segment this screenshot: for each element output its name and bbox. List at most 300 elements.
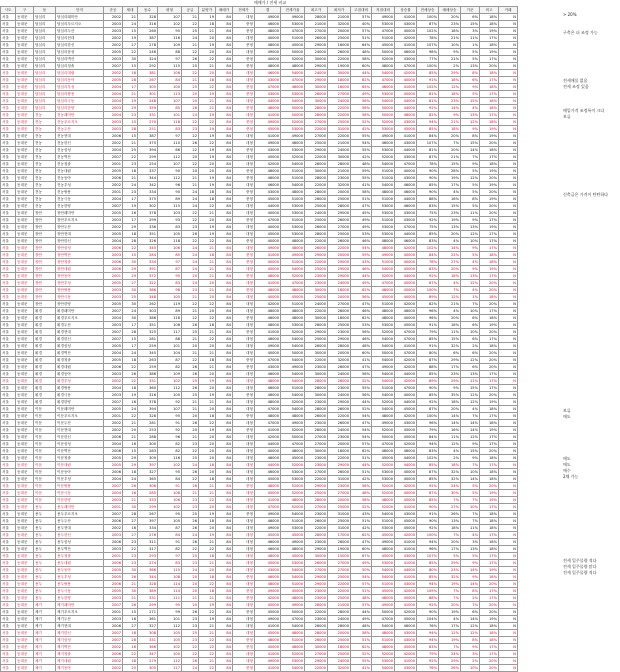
table-cell[interactable]: 대형 bbox=[233, 385, 255, 392]
table-cell[interactable]: 6% bbox=[439, 350, 461, 357]
table-cell[interactable]: 102% bbox=[417, 455, 439, 462]
table-cell[interactable]: 대형 bbox=[233, 378, 255, 385]
table-cell[interactable]: N bbox=[499, 434, 518, 441]
table-cell[interactable]: 휘경래미안 bbox=[56, 308, 104, 315]
table-cell[interactable]: 40000 bbox=[395, 77, 417, 84]
table-cell[interactable]: 전농대림 bbox=[56, 168, 104, 175]
table-cell[interactable]: 15 bbox=[123, 609, 138, 616]
table-cell[interactable]: 55% bbox=[351, 385, 372, 392]
table-cell[interactable]: 전농 bbox=[34, 126, 56, 133]
table-cell[interactable]: 316 bbox=[138, 21, 158, 28]
table-cell[interactable]: 100 bbox=[158, 651, 182, 658]
table-cell[interactable]: 108 bbox=[158, 574, 182, 581]
table-cell[interactable]: 50000 bbox=[372, 49, 395, 56]
table-cell[interactable]: 51000 bbox=[281, 259, 305, 266]
table-cell[interactable]: 동대문 bbox=[16, 483, 34, 490]
table-cell[interactable]: 47000 bbox=[395, 336, 417, 343]
column-header[interactable]: 매매가 bbox=[216, 7, 233, 14]
table-cell[interactable]: 17% bbox=[480, 553, 499, 560]
column-header[interactable]: 거래 bbox=[499, 7, 518, 14]
table-cell[interactable]: 50000 bbox=[372, 434, 395, 441]
table-cell[interactable]: 52000 bbox=[281, 483, 305, 490]
table-cell[interactable]: N bbox=[499, 469, 518, 476]
table-cell[interactable]: 47% bbox=[351, 301, 372, 308]
table-cell[interactable]: N bbox=[499, 532, 518, 539]
table-cell[interactable]: 4% bbox=[439, 308, 461, 315]
table-cell[interactable]: 102 bbox=[158, 644, 182, 651]
table-cell[interactable]: 84 bbox=[216, 70, 233, 77]
table-cell[interactable]: 제기대림 bbox=[56, 658, 104, 665]
table-cell[interactable]: 84 bbox=[216, 574, 233, 581]
table-cell[interactable]: 전농 bbox=[34, 119, 56, 126]
table-cell[interactable]: 20 bbox=[199, 504, 216, 511]
table-cell[interactable]: 87 bbox=[158, 525, 182, 532]
table-cell[interactable]: 2003 bbox=[104, 392, 123, 399]
table-cell[interactable]: 19 bbox=[199, 224, 216, 231]
table-cell[interactable]: 78% bbox=[417, 35, 439, 42]
table-cell[interactable]: 23000 bbox=[305, 595, 328, 602]
table-cell[interactable]: 83% bbox=[417, 238, 439, 245]
table-cell[interactable]: 20 bbox=[199, 525, 216, 532]
table-cell[interactable]: 41000 bbox=[255, 497, 281, 504]
table-cell[interactable]: 14% bbox=[461, 567, 480, 574]
table-cell[interactable]: 25000 bbox=[305, 336, 328, 343]
table-cell[interactable]: 20 bbox=[199, 567, 216, 574]
column-header[interactable]: 구 bbox=[16, 7, 34, 14]
table-cell[interactable]: 26 bbox=[123, 574, 138, 581]
table-cell[interactable]: 20% bbox=[480, 448, 499, 455]
table-cell[interactable]: 동대문 bbox=[16, 658, 34, 665]
table-cell[interactable]: 99 bbox=[158, 609, 182, 616]
table-cell[interactable]: 서울 bbox=[1, 511, 16, 518]
table-cell[interactable]: 20% bbox=[439, 315, 461, 322]
table-cell[interactable]: 서울 bbox=[1, 434, 16, 441]
table-cell[interactable]: 47% bbox=[351, 203, 372, 210]
table-cell[interactable]: 44000 bbox=[395, 462, 417, 469]
table-cell[interactable]: 107 bbox=[158, 161, 182, 168]
table-cell[interactable]: 25000 bbox=[305, 217, 328, 224]
table-cell[interactable]: 대형 bbox=[233, 350, 255, 357]
table-cell[interactable]: 대형 bbox=[233, 182, 255, 189]
table-cell[interactable]: 17% bbox=[439, 623, 461, 630]
table-cell[interactable]: 57% bbox=[351, 28, 372, 35]
table-cell[interactable]: 24 bbox=[182, 567, 199, 574]
table-cell[interactable]: 48000 bbox=[255, 273, 281, 280]
table-cell[interactable]: 48000 bbox=[372, 287, 395, 294]
table-cell[interactable]: 49000 bbox=[255, 245, 281, 252]
table-cell[interactable]: 2004 bbox=[104, 490, 123, 497]
table-cell[interactable]: 54000 bbox=[372, 161, 395, 168]
table-cell[interactable]: 305 bbox=[138, 84, 158, 91]
table-cell[interactable]: 54000 bbox=[372, 392, 395, 399]
table-cell[interactable]: 휘경동아 bbox=[56, 371, 104, 378]
table-cell[interactable]: 45000 bbox=[255, 630, 281, 637]
table-cell[interactable]: 46000 bbox=[255, 182, 281, 189]
table-cell[interactable]: 283 bbox=[138, 448, 158, 455]
table-cell[interactable]: 42% bbox=[351, 154, 372, 161]
table-cell[interactable]: 19 bbox=[199, 112, 216, 119]
table-cell[interactable]: 14% bbox=[461, 581, 480, 588]
table-cell[interactable]: 중형 bbox=[233, 315, 255, 322]
table-cell[interactable]: 18% bbox=[480, 630, 499, 637]
table-cell[interactable]: 20 bbox=[199, 294, 216, 301]
table-cell[interactable]: 51000 bbox=[372, 168, 395, 175]
table-cell[interactable]: 293 bbox=[138, 553, 158, 560]
table-cell[interactable]: 서울 bbox=[1, 525, 16, 532]
table-cell[interactable]: 41000 bbox=[255, 133, 281, 140]
table-cell[interactable]: 47% bbox=[351, 420, 372, 427]
table-cell[interactable]: 대형 bbox=[233, 336, 255, 343]
table-cell[interactable]: 21 bbox=[199, 245, 216, 252]
table-cell[interactable]: 46000 bbox=[255, 574, 281, 581]
table-cell[interactable]: 51000 bbox=[372, 196, 395, 203]
table-cell[interactable]: 52000 bbox=[372, 329, 395, 336]
table-cell[interactable]: 2003 bbox=[104, 126, 123, 133]
table-cell[interactable]: 5% bbox=[439, 553, 461, 560]
table-cell[interactable]: 47000 bbox=[395, 350, 417, 357]
table-cell[interactable]: 276 bbox=[138, 532, 158, 539]
table-cell[interactable]: 391 bbox=[138, 266, 158, 273]
table-cell[interactable]: 14% bbox=[439, 245, 461, 252]
table-cell[interactable]: 서울 bbox=[1, 574, 16, 581]
table-cell[interactable]: 휘경 bbox=[34, 322, 56, 329]
table-cell[interactable]: 18 bbox=[199, 357, 216, 364]
table-cell[interactable]: 53000 bbox=[281, 210, 305, 217]
table-cell[interactable]: 서울 bbox=[1, 217, 16, 224]
table-cell[interactable]: 46000 bbox=[255, 539, 281, 546]
table-cell[interactable]: 25 bbox=[182, 392, 199, 399]
table-cell[interactable]: 답십리청솔 bbox=[56, 63, 104, 70]
table-cell[interactable]: 51% bbox=[351, 455, 372, 462]
table-cell[interactable]: 96% bbox=[417, 315, 439, 322]
table-cell[interactable]: 95 bbox=[158, 511, 182, 518]
table-cell[interactable]: 85% bbox=[417, 560, 439, 567]
table-cell[interactable]: 중형 bbox=[233, 28, 255, 35]
table-cell[interactable]: 84 bbox=[216, 420, 233, 427]
table-cell[interactable]: 8% bbox=[461, 196, 480, 203]
table-cell[interactable]: 23 bbox=[123, 161, 138, 168]
table-cell[interactable]: 27 bbox=[123, 42, 138, 49]
table-cell[interactable]: 46000 bbox=[255, 546, 281, 553]
table-cell[interactable]: 67% bbox=[351, 553, 372, 560]
table-cell[interactable]: 40000 bbox=[395, 392, 417, 399]
table-cell[interactable]: 서울 bbox=[1, 497, 16, 504]
table-cell[interactable]: 42% bbox=[351, 525, 372, 532]
table-cell[interactable]: 31000 bbox=[328, 511, 351, 518]
table-cell[interactable]: 18 bbox=[123, 70, 138, 77]
table-cell[interactable]: 41000 bbox=[395, 84, 417, 91]
table-cell[interactable]: 44% bbox=[351, 273, 372, 280]
table-cell[interactable]: 21 bbox=[182, 434, 199, 441]
table-cell[interactable]: 41000 bbox=[255, 252, 281, 259]
table-cell[interactable]: 21000 bbox=[328, 602, 351, 609]
table-cell[interactable]: 52000 bbox=[281, 462, 305, 469]
table-cell[interactable]: N bbox=[499, 147, 518, 154]
table-cell[interactable]: 29 bbox=[123, 105, 138, 112]
table-cell[interactable]: 100% bbox=[417, 287, 439, 294]
table-cell[interactable]: 26 bbox=[123, 371, 138, 378]
table-cell[interactable]: 2004 bbox=[104, 84, 123, 91]
table-cell[interactable]: 49000 bbox=[372, 364, 395, 371]
table-cell[interactable]: 18% bbox=[480, 21, 499, 28]
table-cell[interactable]: 전농 bbox=[34, 189, 56, 196]
table-cell[interactable]: 26000 bbox=[328, 378, 351, 385]
table-cell[interactable]: 장안삼성 bbox=[56, 245, 104, 252]
table-cell[interactable]: 이문 bbox=[34, 420, 56, 427]
table-cell[interactable]: 54% bbox=[351, 574, 372, 581]
table-cell[interactable]: 54000 bbox=[281, 371, 305, 378]
table-cell[interactable]: 46000 bbox=[255, 518, 281, 525]
table-cell[interactable]: 118 bbox=[158, 238, 182, 245]
table-cell[interactable]: 28000 bbox=[305, 175, 328, 182]
table-cell[interactable]: 대형 bbox=[233, 406, 255, 413]
table-cell[interactable]: 21 bbox=[182, 175, 199, 182]
table-cell[interactable]: 94% bbox=[417, 119, 439, 126]
table-cell[interactable]: 17% bbox=[480, 273, 499, 280]
table-cell[interactable]: 24 bbox=[182, 462, 199, 469]
table-cell[interactable]: 18% bbox=[480, 161, 499, 168]
table-cell[interactable]: 중형 bbox=[233, 665, 255, 672]
table-cell[interactable]: 20 bbox=[182, 343, 199, 350]
table-cell[interactable]: 46000 bbox=[281, 84, 305, 91]
table-cell[interactable]: 50000 bbox=[372, 112, 395, 119]
table-cell[interactable]: 84 bbox=[216, 245, 233, 252]
table-cell[interactable]: 휘경극동 bbox=[56, 392, 104, 399]
table-cell[interactable]: 19000 bbox=[328, 546, 351, 553]
table-cell[interactable]: 12% bbox=[439, 441, 461, 448]
table-cell[interactable]: 2005 bbox=[104, 588, 123, 595]
table-cell[interactable]: 답십리래미안 bbox=[56, 14, 104, 21]
table-cell[interactable]: 85% bbox=[417, 392, 439, 399]
table-cell[interactable]: 28000 bbox=[305, 322, 328, 329]
table-cell[interactable]: 47000 bbox=[372, 77, 395, 84]
table-cell[interactable]: 365 bbox=[138, 476, 158, 483]
table-cell[interactable]: 동대문 bbox=[16, 651, 34, 658]
table-cell[interactable]: 휘경 bbox=[34, 315, 56, 322]
table-cell[interactable]: 344 bbox=[138, 574, 158, 581]
table-cell[interactable]: 2001 bbox=[104, 504, 123, 511]
table-cell[interactable]: 14% bbox=[461, 476, 480, 483]
table-cell[interactable]: 52000 bbox=[281, 490, 305, 497]
table-cell[interactable]: 장안 bbox=[34, 245, 56, 252]
table-cell[interactable]: 용두 bbox=[34, 518, 56, 525]
table-cell[interactable]: 82 bbox=[158, 448, 182, 455]
table-cell[interactable]: 서울 bbox=[1, 476, 16, 483]
table-cell[interactable]: N bbox=[499, 511, 518, 518]
table-cell[interactable]: 84 bbox=[216, 147, 233, 154]
table-cell[interactable]: 78% bbox=[417, 161, 439, 168]
table-cell[interactable]: 동대문 bbox=[16, 630, 34, 637]
table-cell[interactable]: 18000 bbox=[328, 644, 351, 651]
table-cell[interactable]: 23000 bbox=[305, 616, 328, 623]
table-cell[interactable]: 이문 bbox=[34, 413, 56, 420]
table-cell[interactable]: 2002 bbox=[104, 42, 123, 49]
table-cell[interactable]: 42000 bbox=[395, 301, 417, 308]
table-cell[interactable]: 84 bbox=[216, 350, 233, 357]
table-cell[interactable]: 49000 bbox=[255, 658, 281, 665]
table-cell[interactable]: 이문두산 bbox=[56, 420, 104, 427]
table-cell[interactable]: 용두래미안 bbox=[56, 504, 104, 511]
table-cell[interactable]: 351 bbox=[138, 231, 158, 238]
table-cell[interactable]: 25 bbox=[123, 147, 138, 154]
table-cell[interactable]: 26000 bbox=[305, 224, 328, 231]
table-cell[interactable]: 휘경 bbox=[34, 392, 56, 399]
table-cell[interactable]: 동대문 bbox=[16, 322, 34, 329]
table-cell[interactable]: 84 bbox=[216, 616, 233, 623]
table-cell[interactable]: 21 bbox=[123, 175, 138, 182]
table-cell[interactable]: 12% bbox=[461, 119, 480, 126]
table-cell[interactable]: 서울 bbox=[1, 616, 16, 623]
table-cell[interactable]: 7% bbox=[461, 511, 480, 518]
table-cell[interactable]: 서울 bbox=[1, 329, 16, 336]
table-cell[interactable]: 2007 bbox=[104, 637, 123, 644]
table-cell[interactable]: 2005 bbox=[104, 574, 123, 581]
table-cell[interactable]: 82 bbox=[158, 441, 182, 448]
table-cell[interactable]: 서울 bbox=[1, 224, 16, 231]
table-cell[interactable]: 동대문 bbox=[16, 602, 34, 609]
table-cell[interactable]: 서울 bbox=[1, 392, 16, 399]
table-cell[interactable]: 48000 bbox=[255, 287, 281, 294]
table-cell[interactable]: 대형 bbox=[233, 343, 255, 350]
table-cell[interactable]: 87 bbox=[158, 266, 182, 273]
table-cell[interactable]: 서울 bbox=[1, 588, 16, 595]
table-cell[interactable]: 서울 bbox=[1, 350, 16, 357]
table-cell[interactable]: 40000 bbox=[395, 315, 417, 322]
table-cell[interactable]: 115 bbox=[158, 63, 182, 70]
table-cell[interactable]: 41000 bbox=[395, 14, 417, 21]
table-cell[interactable]: 4% bbox=[439, 280, 461, 287]
table-cell[interactable]: 중형 bbox=[233, 357, 255, 364]
table-cell[interactable]: 92% bbox=[417, 399, 439, 406]
table-cell[interactable]: 54000 bbox=[372, 511, 395, 518]
table-cell[interactable]: 95 bbox=[158, 469, 182, 476]
table-cell[interactable]: 87% bbox=[417, 154, 439, 161]
table-cell[interactable]: 30000 bbox=[305, 315, 328, 322]
table-cell[interactable]: 동대문 bbox=[16, 315, 34, 322]
table-cell[interactable]: 46000 bbox=[395, 623, 417, 630]
table-cell[interactable]: 52000 bbox=[372, 490, 395, 497]
table-cell[interactable]: 21 bbox=[199, 399, 216, 406]
table-cell[interactable]: 대형 bbox=[233, 308, 255, 315]
table-cell[interactable]: 84 bbox=[216, 560, 233, 567]
table-cell[interactable]: 2002 bbox=[104, 35, 123, 42]
table-cell[interactable]: 84 bbox=[216, 455, 233, 462]
table-cell[interactable]: 21 bbox=[123, 497, 138, 504]
table-cell[interactable]: 23 bbox=[123, 112, 138, 119]
table-cell[interactable]: 서울 bbox=[1, 490, 16, 497]
table-cell[interactable]: 42000 bbox=[395, 413, 417, 420]
table-cell[interactable]: 44000 bbox=[395, 196, 417, 203]
table-cell[interactable]: 서울 bbox=[1, 336, 16, 343]
table-cell[interactable]: 서울 bbox=[1, 63, 16, 70]
table-cell[interactable]: 17% bbox=[480, 112, 499, 119]
table-cell[interactable]: 51% bbox=[351, 637, 372, 644]
table-cell[interactable]: 22 bbox=[199, 420, 216, 427]
table-cell[interactable]: N bbox=[499, 203, 518, 210]
table-cell[interactable]: 동대문 bbox=[16, 280, 34, 287]
table-cell[interactable]: 23000 bbox=[305, 273, 328, 280]
table-cell[interactable]: 2005 bbox=[104, 343, 123, 350]
table-cell[interactable]: 동대문 bbox=[16, 126, 34, 133]
table-cell[interactable]: 22 bbox=[123, 364, 138, 371]
table-cell[interactable]: 41000 bbox=[255, 280, 281, 287]
table-cell[interactable]: 92% bbox=[417, 273, 439, 280]
table-cell[interactable]: 24000 bbox=[328, 147, 351, 154]
table-cell[interactable]: 19% bbox=[480, 182, 499, 189]
table-cell[interactable]: 27000 bbox=[328, 560, 351, 567]
table-cell[interactable]: 28000 bbox=[305, 406, 328, 413]
table-cell[interactable]: 20 bbox=[182, 602, 199, 609]
table-cell[interactable]: 24000 bbox=[328, 371, 351, 378]
table-cell[interactable]: 장안두산 bbox=[56, 224, 104, 231]
table-cell[interactable]: 28000 bbox=[305, 385, 328, 392]
table-cell[interactable]: 25000 bbox=[305, 266, 328, 273]
table-cell[interactable]: 휘경 bbox=[34, 350, 56, 357]
table-cell[interactable]: 97 bbox=[158, 553, 182, 560]
table-cell[interactable]: 2001 bbox=[104, 553, 123, 560]
table-cell[interactable]: 2007 bbox=[104, 329, 123, 336]
table-cell[interactable]: 17 bbox=[123, 84, 138, 91]
table-cell[interactable]: 용두 bbox=[34, 581, 56, 588]
table-cell[interactable]: 40000 bbox=[395, 476, 417, 483]
table-cell[interactable]: 19 bbox=[199, 133, 216, 140]
table-cell[interactable]: 50% bbox=[351, 567, 372, 574]
table-cell[interactable]: 21 bbox=[199, 98, 216, 105]
table-cell[interactable]: 51000 bbox=[281, 35, 305, 42]
table-cell[interactable]: 44000 bbox=[255, 203, 281, 210]
table-cell[interactable]: 42000 bbox=[395, 588, 417, 595]
table-cell[interactable]: 25000 bbox=[328, 322, 351, 329]
table-cell[interactable]: 20% bbox=[439, 14, 461, 21]
table-cell[interactable]: 2004 bbox=[104, 441, 123, 448]
table-cell[interactable]: 동대문 bbox=[16, 266, 34, 273]
table-cell[interactable]: 51000 bbox=[372, 637, 395, 644]
table-cell[interactable]: 54000 bbox=[372, 623, 395, 630]
table-cell[interactable]: 47000 bbox=[372, 616, 395, 623]
table-cell[interactable]: 88 bbox=[158, 336, 182, 343]
table-cell[interactable]: 84 bbox=[216, 483, 233, 490]
table-cell[interactable]: 42000 bbox=[255, 434, 281, 441]
table-cell[interactable]: 9% bbox=[461, 560, 480, 567]
table-cell[interactable]: 317 bbox=[138, 546, 158, 553]
table-cell[interactable]: 30000 bbox=[305, 350, 328, 357]
table-cell[interactable]: 19000 bbox=[328, 63, 351, 70]
table-cell[interactable]: 20% bbox=[480, 329, 499, 336]
table-cell[interactable]: 84 bbox=[216, 35, 233, 42]
table-cell[interactable]: 331 bbox=[138, 637, 158, 644]
table-cell[interactable]: 22 bbox=[199, 84, 216, 91]
table-cell[interactable]: N bbox=[499, 651, 518, 658]
table-cell[interactable]: 29000 bbox=[305, 252, 328, 259]
table-cell[interactable]: 84 bbox=[216, 511, 233, 518]
table-cell[interactable]: 112 bbox=[158, 175, 182, 182]
table-cell[interactable]: 20% bbox=[439, 602, 461, 609]
table-cell[interactable]: 서울 bbox=[1, 301, 16, 308]
table-cell[interactable]: 53000 bbox=[372, 126, 395, 133]
table-cell[interactable]: 28 bbox=[123, 77, 138, 84]
table-cell[interactable]: 22 bbox=[182, 448, 199, 455]
table-cell[interactable]: 서울 bbox=[1, 140, 16, 147]
table-cell[interactable]: 46000 bbox=[255, 392, 281, 399]
table-cell[interactable]: 용두 bbox=[34, 560, 56, 567]
table-cell[interactable]: 285 bbox=[138, 490, 158, 497]
table-cell[interactable]: 84 bbox=[216, 413, 233, 420]
table-cell[interactable]: 이문 bbox=[34, 455, 56, 462]
table-cell[interactable]: 서울 bbox=[1, 581, 16, 588]
table-cell[interactable]: 84 bbox=[216, 252, 233, 259]
table-cell[interactable]: 84 bbox=[216, 203, 233, 210]
table-cell[interactable]: 동대문 bbox=[16, 448, 34, 455]
